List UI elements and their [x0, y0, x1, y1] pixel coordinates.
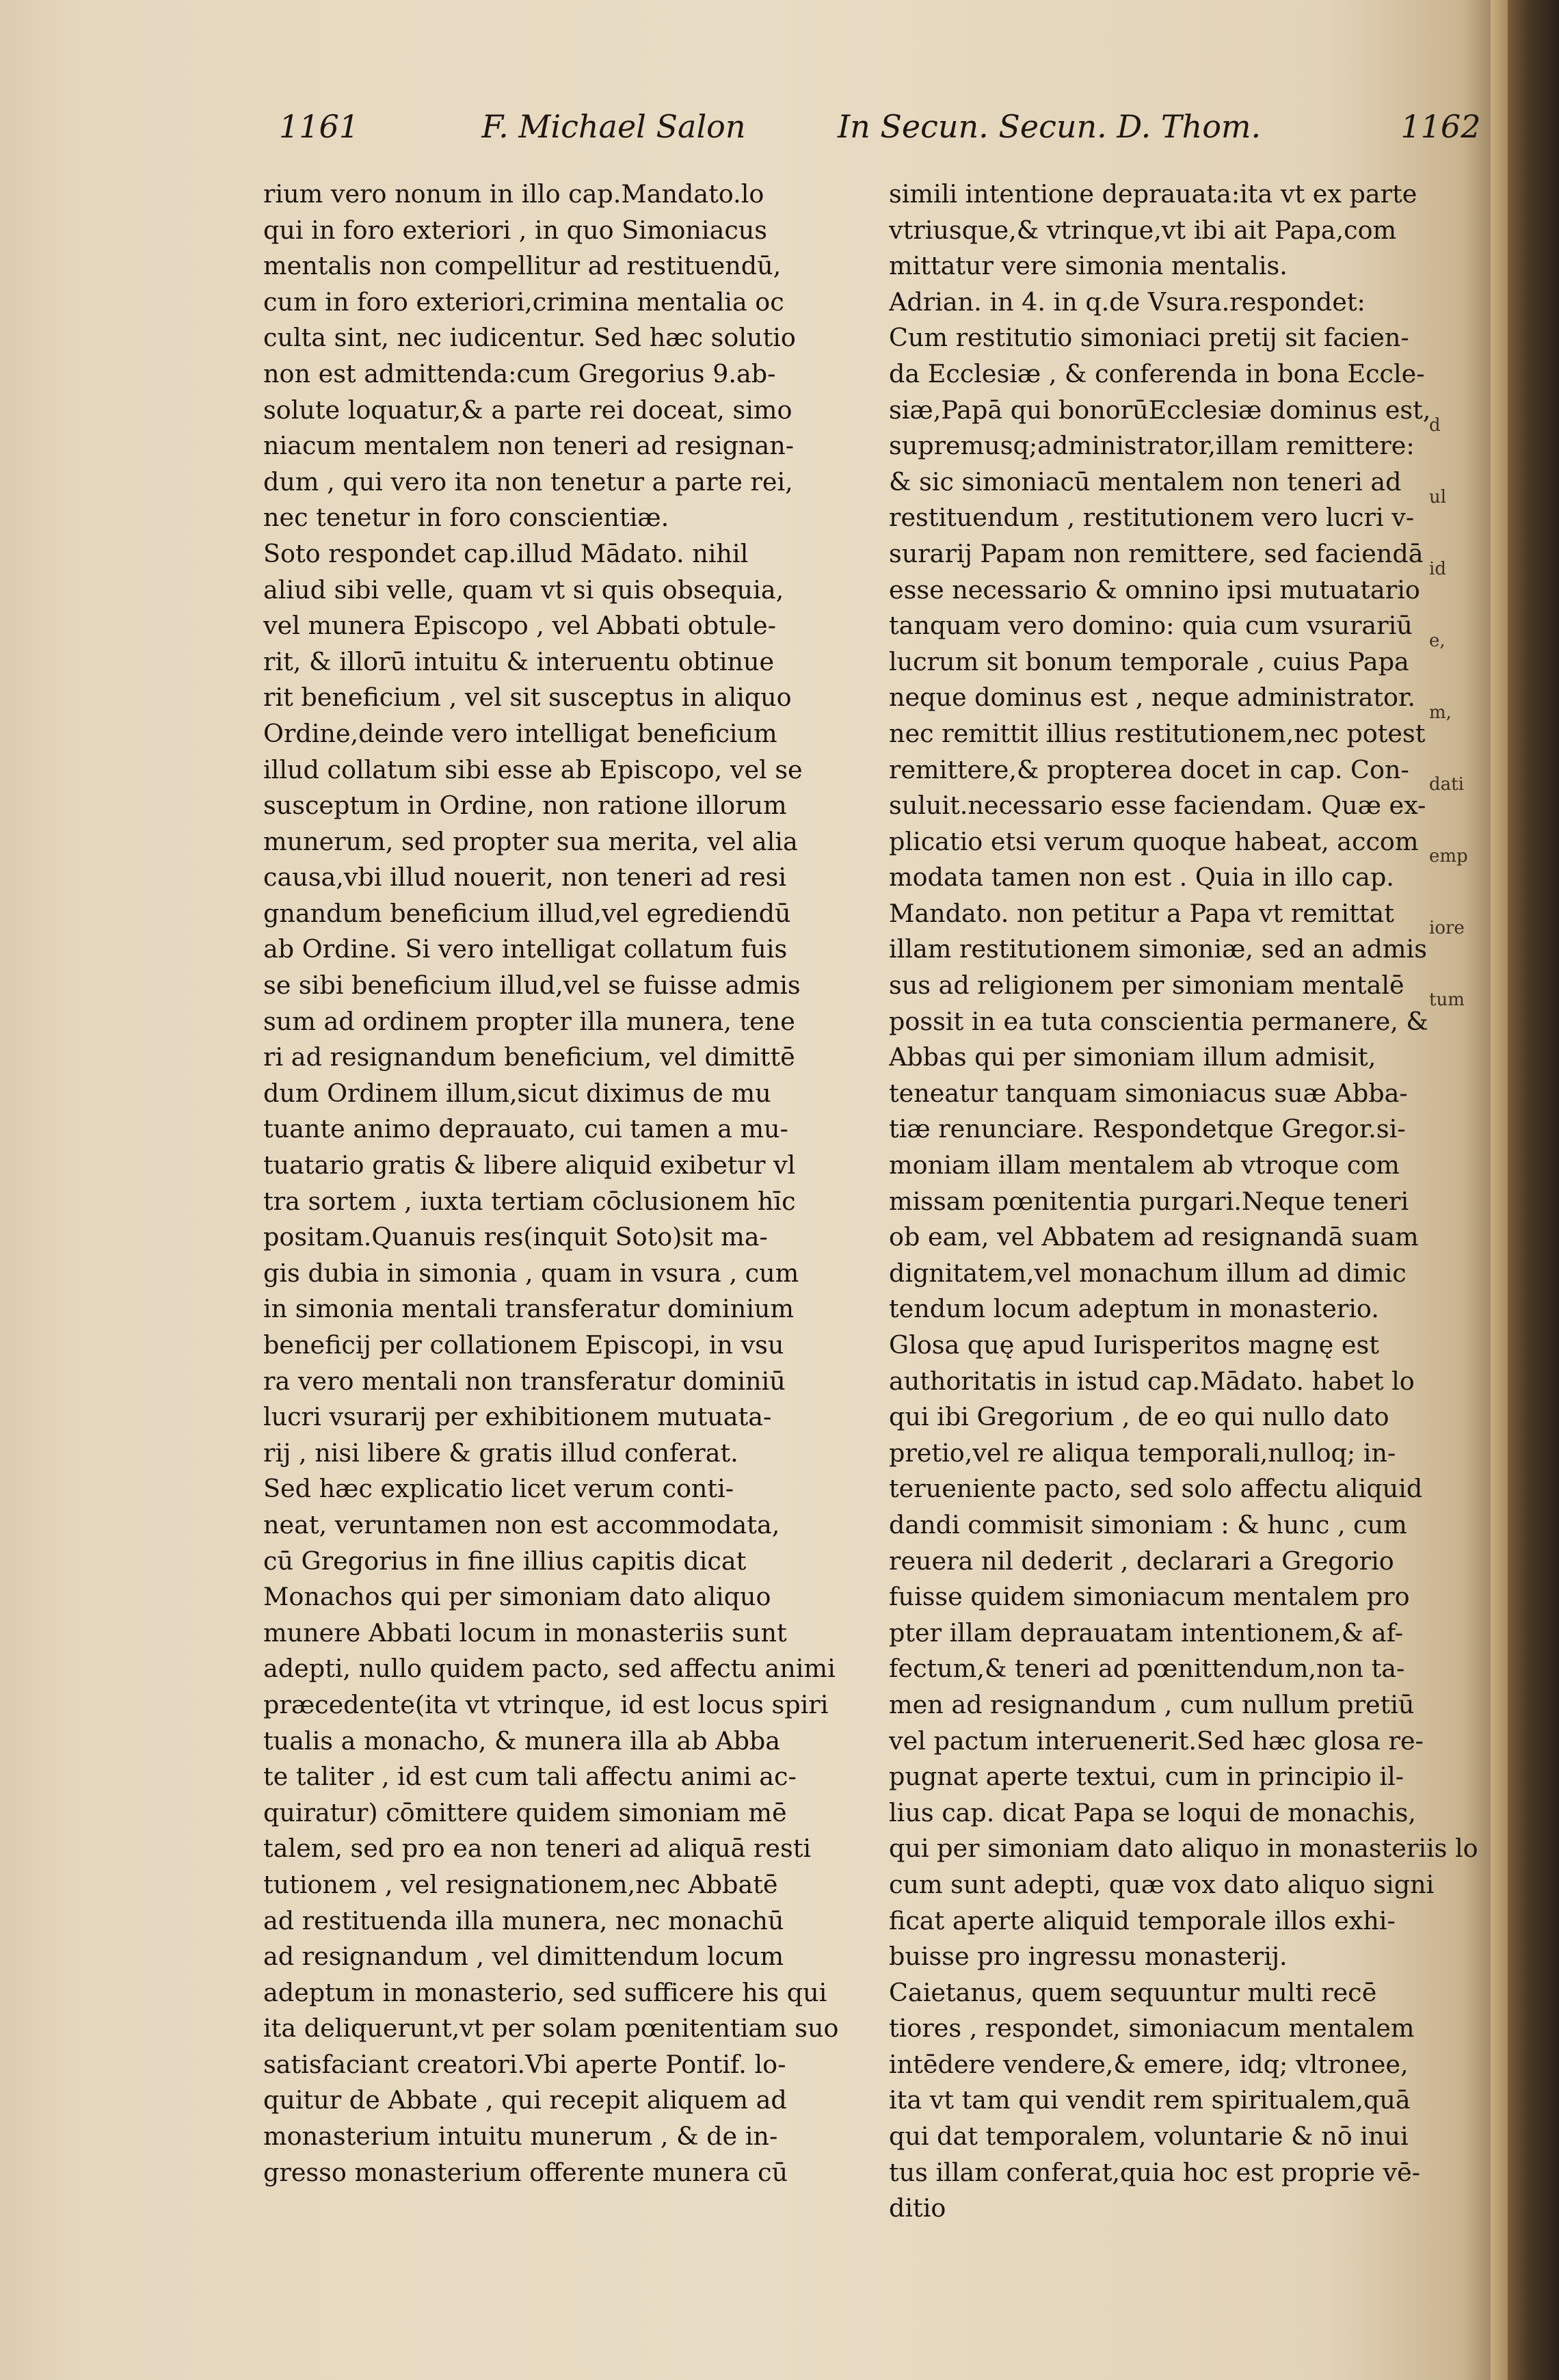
margin-fragment: e, — [1429, 631, 1445, 651]
text-line: lucri vsurarij per exhibitionem mutuata- — [263, 1402, 772, 1432]
text-line: Cum restitutio simoniaci pretij sit facien- — [889, 323, 1409, 353]
text-line: da Ecclesiæ , & conferenda in bona Eccle- — [889, 358, 1425, 388]
text-line: missam pœnitentia purgari.Neque teneri — [889, 1186, 1409, 1216]
text-line: ra vero mentali non transferatur dominiū — [263, 1366, 786, 1396]
text-line: tiores , respondet, simoniacum mentalem — [889, 2013, 1415, 2044]
text-line: solute loquatur,& a parte rei doceat, simo — [263, 395, 792, 425]
text-line: dandi commisit simoniam : & hunc , cum — [889, 1509, 1407, 1539]
text-line: non est admittenda:cum Gregorius 9.ab- — [263, 358, 776, 388]
text-line: esse necessario & omnino ipsi mutuatario — [889, 574, 1420, 605]
text-line: cum sunt adepti, quæ vox dato aliquo signi — [889, 1869, 1435, 1899]
text-line: lucrum sit bonum temporale , cuius Papa — [889, 646, 1409, 676]
text-line: dum , qui vero ita non tenetur a parte rei, — [263, 466, 793, 497]
margin-fragment: iore — [1429, 918, 1465, 938]
text-line: reuera nil dederit , declarari a Gregorio — [889, 1546, 1394, 1576]
text-line: teneatur tanquam simoniacus suæ Abba- — [889, 1078, 1408, 1108]
text-line: tra sortem , iuxta tertiam cōclusionem hīc — [263, 1186, 796, 1216]
text-line: culta sint, nec iudicentur. Sed hæc solutio — [263, 323, 796, 353]
text-line: neat, veruntamen non est accommodata, — [263, 1509, 780, 1539]
text-line: munere Abbati locum in monasteriis sunt — [263, 1617, 787, 1648]
text-line: positam.Quanuis res(inquit Soto)sit ma- — [263, 1222, 768, 1252]
text-line: munerum, sed propter sua merita, vel alia — [263, 826, 798, 856]
text-line: illud collatum sibi esse ab Episcopo, vel se — [263, 754, 803, 784]
text-line: rit beneficium , vel sit susceptus in aliquo — [263, 683, 792, 713]
text-line: Ordine,deinde vero intelligat beneficium — [263, 718, 777, 748]
text-line: nec remittit illius restitutionem,nec potest — [889, 718, 1426, 748]
bleed-through-margin — [1429, 410, 1491, 1057]
text-line: causa,vbi illud nouerit, non teneri ad resi — [263, 862, 787, 892]
text-line: simili intentione deprauata:ita vt ex parte — [889, 179, 1417, 209]
text-line: Monachos qui per simoniam dato aliquo — [263, 1582, 771, 1612]
text-line: remittere,& propterea docet in cap. Con- — [889, 754, 1409, 784]
text-line: lius cap. dicat Papa se loqui de monachis, — [889, 1797, 1416, 1827]
page-gutter-shadow — [1491, 0, 1508, 2380]
text-line: terueniente pacto, sed solo affectu aliquid — [889, 1474, 1423, 1504]
text-line: mittatur vere simonia mentalis. — [889, 251, 1288, 281]
margin-fragment: m, — [1429, 702, 1452, 723]
text-line: supremusq;administrator,illam remittere: — [889, 431, 1415, 461]
left-page-number: 1161 — [279, 108, 360, 145]
text-line: susceptum in Ordine, non ratione illorum — [263, 791, 787, 821]
text-line: tanquam vero domino: quia cum vsurariū — [889, 611, 1413, 641]
text-line: vtriusque,& vtrinque,vt ibi ait Papa,com — [889, 215, 1397, 245]
text-line: neque dominus est , neque administrator. — [889, 683, 1416, 713]
text-line: surarij Papam non remittere, sed faciendā — [889, 538, 1424, 568]
text-line: tuatario gratis & libere aliquid exibetur vl — [263, 1150, 796, 1180]
text-line: sus ad religionem per simoniam mentalē — [889, 970, 1404, 1001]
text-line: in simonia mentali transferatur dominium — [263, 1294, 794, 1324]
text-line: tuante animo deprauato, cui tamen a mu- — [263, 1114, 788, 1144]
text-line: authoritatis in istud cap.Mādato. habet lo — [889, 1366, 1415, 1396]
text-line: Sed hæc explicatio licet verum conti- — [263, 1474, 734, 1504]
text-line: fuisse quidem simoniacum mentalem pro — [889, 1582, 1410, 1612]
text-line: qui per simoniam dato aliquo in monasteriis lo — [889, 1834, 1478, 1864]
margin-fragment: dati — [1429, 774, 1464, 795]
text-line: gresso monasterium offerente munera cū — [263, 2157, 788, 2187]
text-line: ad resignandum , vel dimittendum locum — [263, 1942, 784, 1972]
text-line: Adrian. in 4. in q.de Vsura.respondet: — [889, 287, 1365, 317]
text-line: adeptum in monasterio, sed sufficere his qui — [263, 1977, 827, 2007]
margin-fragment: d — [1429, 415, 1441, 436]
margin-fragment: tum — [1429, 990, 1465, 1010]
left-running-title: F. Michael Salon — [481, 108, 746, 145]
text-line: se sibi beneficium illud,vel se fuisse admis — [263, 970, 801, 1001]
text-line: pter illam deprauatam intentionem,& af- — [889, 1617, 1404, 1648]
right-running-head — [838, 108, 1480, 145]
text-line: Caietanus, quem sequuntur multi recē — [889, 1977, 1377, 2007]
text-line: men ad resignandum , cum nullum pretiū — [889, 1689, 1415, 1719]
right-text-column — [889, 176, 1504, 2227]
text-line: rij , nisi libere & gratis illud conferat. — [263, 1438, 738, 1468]
text-line: qui in foro exteriori , in quo Simoniacus — [263, 215, 768, 245]
text-line: gis dubia in simonia , quam in vsura , cum — [263, 1258, 799, 1288]
text-line: te taliter , id est cum tali affectu animi ac- — [263, 1762, 797, 1792]
text-line: suluit.necessario esse faciendam. Quæ ex- — [889, 791, 1426, 821]
text-line: intēdere vendere,& emere, idq; vltronee, — [889, 2049, 1409, 2079]
text-line: qui ibi Gregorium , de eo qui nullo dato — [889, 1402, 1389, 1432]
text-line: talem, sed pro ea non teneri ad aliquā resti — [263, 1834, 812, 1864]
text-line: præcedente(ita vt vtrinque, id est locus spiri — [263, 1689, 829, 1719]
text-line: aliud sibi velle, quam vt si quis obsequia, — [263, 574, 784, 605]
text-line: modata tamen non est . Quia in illo cap. — [889, 862, 1394, 892]
text-line: dignitatem,vel monachum illum ad dimic — [889, 1258, 1407, 1288]
text-line: ab Ordine. Si vero intelligat collatum fuis — [263, 934, 788, 964]
text-line: rit, & illorū intuitu & interuentu obtinue — [263, 646, 775, 676]
text-line: pugnat aperte textui, cum in principio il- — [889, 1762, 1404, 1792]
text-line: dum Ordinem illum,sicut diximus de mu — [263, 1078, 771, 1108]
text-line: plicatio etsi verum quoque habeat, accom — [889, 826, 1419, 856]
text-line: tus illam conferat,quia hoc est proprie vē- — [889, 2157, 1421, 2187]
text-line: qui dat temporalem, voluntarie & nō inui — [889, 2121, 1409, 2152]
text-line: sum ad ordinem propter illa munera, tene — [263, 1006, 795, 1036]
text-line: ditio — [889, 2193, 946, 2223]
text-line: ob eam, vel Abbatem ad resignandā suam — [889, 1222, 1419, 1252]
book-edge — [1508, 0, 1559, 2380]
text-line: siæ,Papā qui bonorūEcclesiæ dominus est, — [889, 395, 1431, 425]
text-line: cū Gregorius in fine illius capitis dicat — [263, 1546, 747, 1576]
text-line: rium vero nonum in illo cap.Mandato.lo — [263, 179, 764, 209]
text-line: tualis a monacho, & munera illa ab Abba — [263, 1726, 781, 1756]
left-running-head — [279, 108, 745, 145]
text-line: cum in foro exteriori,crimina mentalia oc — [263, 287, 784, 317]
text-line: niacum mentalem non teneri ad resignan- — [263, 431, 795, 461]
text-line: moniam illam mentalem ab vtroque com — [889, 1150, 1400, 1180]
text-line: ficat aperte aliquid temporale illos exhi- — [889, 1905, 1396, 1935]
text-line: ri ad resignandum beneficium, vel dimittē — [263, 1042, 795, 1072]
text-line: Glosa quę apud Iurisperitos magnę est — [889, 1330, 1379, 1360]
text-line: tendum locum adeptum in monasterio. — [889, 1294, 1379, 1324]
text-line: satisfaciant creatori.Vbi aperte Pontif. lo- — [263, 2049, 786, 2079]
text-line: possit in ea tuta conscientia permanere, & — [889, 1006, 1428, 1036]
text-line: gnandum beneficium illud,vel egrediendū — [263, 898, 791, 928]
text-line: Abbas qui per simoniam illum admisit, — [889, 1042, 1376, 1072]
text-line: tutionem , vel resignationem,nec Abbatē — [263, 1869, 778, 1899]
text-line: monasterium intuitu munerum , & de in- — [263, 2121, 778, 2152]
text-line: pretio,vel re aliqua temporali,nulloq; in- — [889, 1438, 1396, 1468]
margin-fragment: ul — [1429, 487, 1447, 507]
right-running-title: In Secun. Secun. D. Thom. — [838, 108, 1262, 145]
text-line: nec tenetur in foro conscientiæ. — [263, 503, 669, 533]
text-line: quiratur) cōmittere quidem simoniam mē — [263, 1797, 787, 1827]
left-text-column — [263, 176, 879, 2191]
text-line: buisse pro ingressu monasterij. — [889, 1942, 1288, 1972]
right-page-number: 1162 — [1400, 108, 1481, 145]
text-line: Soto respondet cap.illud Mādato. nihil — [263, 538, 749, 568]
text-line: vel munera Episcopo , vel Abbati obtule- — [263, 611, 776, 641]
text-line: mentalis non compellitur ad restituendū, — [263, 251, 782, 281]
text-line: ita deliquerunt,vt per solam pœnitentiam suo — [263, 2013, 839, 2044]
text-line: ad restituenda illa munera, nec monachū — [263, 1905, 784, 1935]
text-line: restituendum , restitutionem vero lucri v- — [889, 503, 1415, 533]
text-line: beneficij per collationem Episcopi, in vsu — [263, 1330, 784, 1360]
text-line: quitur de Abbate , qui recepit aliquem ad — [263, 2085, 787, 2115]
text-line: fectum,& teneri ad pœnittendum,non ta- — [889, 1654, 1405, 1684]
margin-fragment: id — [1429, 559, 1446, 579]
text-line: tiæ renunciare. Respondetque Gregor.si- — [889, 1114, 1406, 1144]
text-line: adepti, nullo quidem pacto, sed affectu animi — [263, 1654, 836, 1684]
text-line: ita vt tam qui vendit rem spiritualem,quā — [889, 2085, 1411, 2115]
margin-fragment: emp — [1429, 846, 1468, 867]
text-line: Mandato. non petitur a Papa vt remittat — [889, 898, 1394, 928]
text-line: & sic simoniacū mentalem non teneri ad — [889, 466, 1402, 497]
text-line: illam restitutionem simoniæ, sed an admis — [889, 934, 1427, 964]
text-line: vel pactum interuenerit.Sed hæc glosa re- — [889, 1726, 1424, 1756]
